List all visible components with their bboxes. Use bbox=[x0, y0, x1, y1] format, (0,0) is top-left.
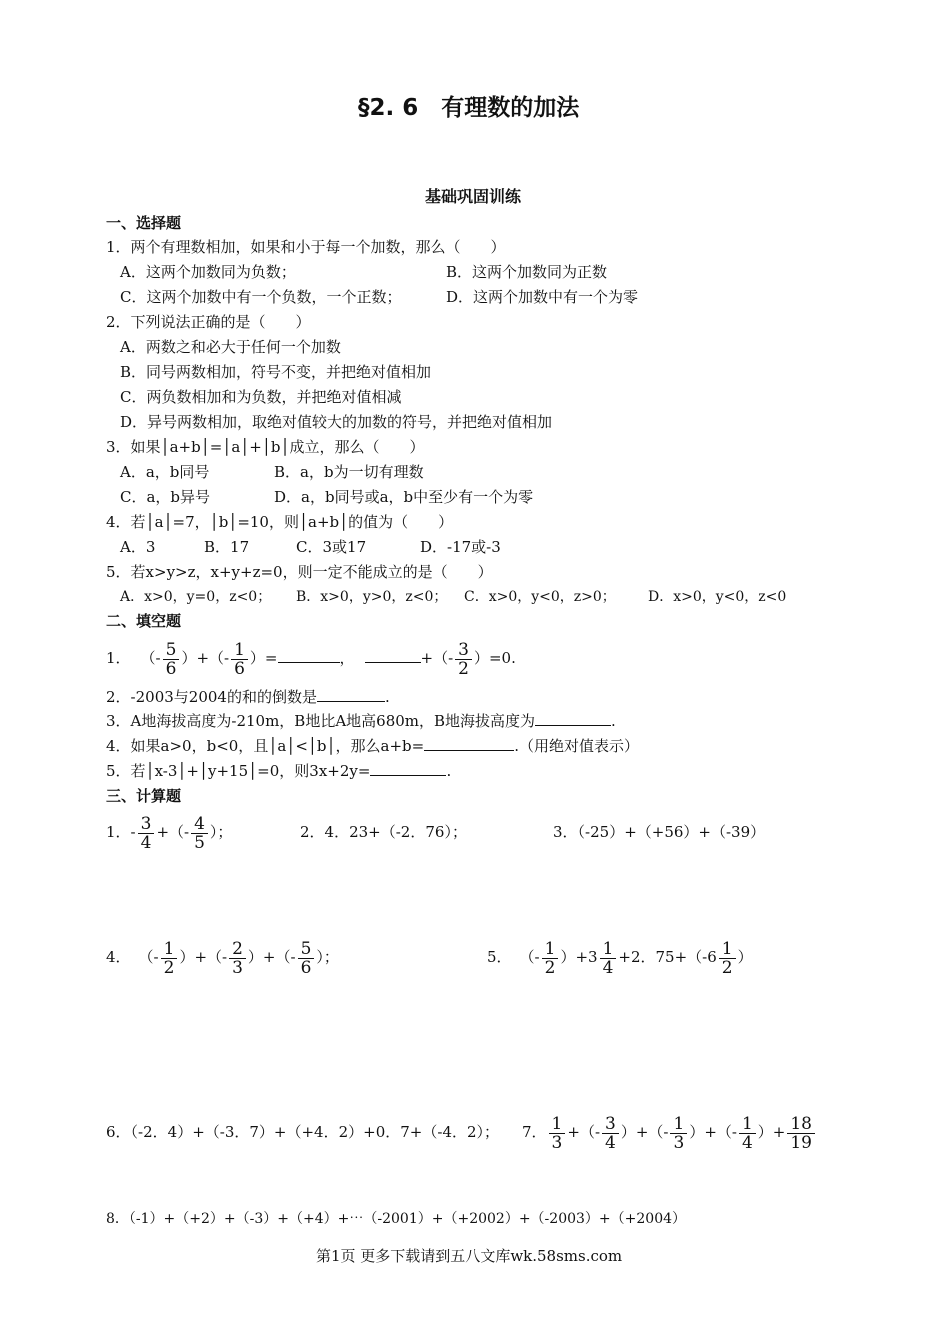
fraction bbox=[229, 940, 246, 977]
fraction-denominator: 19 bbox=[790, 1132, 812, 1153]
fill-q1-text: ）= bbox=[249, 649, 278, 667]
fraction bbox=[191, 815, 208, 852]
fraction-numerator: 5 bbox=[163, 641, 180, 660]
fraction-numerator: 3 bbox=[138, 815, 155, 834]
fill-q4-text: 4．如果a>0，b<0，且│a│<│b│，那么a+b= bbox=[106, 737, 425, 755]
fill-q1-text: ）+（- bbox=[181, 649, 230, 667]
choice-q4-option-d: D．-17或-3 bbox=[420, 538, 501, 556]
fill-q2-text: 2．-2003与2004的和的倒数是 bbox=[106, 688, 317, 706]
fraction-denominator: 6 bbox=[234, 658, 245, 679]
fraction-denominator: 2 bbox=[458, 658, 469, 679]
calc-q4 bbox=[106, 935, 339, 979]
fraction-denominator: 2 bbox=[544, 957, 556, 978]
choice-q4-option-a: A．3 bbox=[120, 538, 156, 556]
fill-q1-num: 1． bbox=[106, 649, 131, 667]
section-heading-fill: 二、填空题 bbox=[106, 612, 182, 630]
fill-q1-text: ， bbox=[339, 649, 355, 667]
answer-blank[interactable] bbox=[370, 761, 446, 776]
choice-q3-option-a: A．a，b同号 bbox=[120, 463, 210, 481]
fill-q3-end: . bbox=[611, 712, 616, 730]
fraction-numerator: 1 bbox=[600, 940, 617, 959]
calc-q7-text: ）+（- bbox=[620, 1123, 669, 1141]
calc-q4-num: 4． bbox=[106, 948, 131, 966]
choice-q2-option-a: A．两数之和必大于任何一个加数 bbox=[120, 338, 341, 356]
choice-q5-option-a: A．x>0，y=0，z<0； bbox=[120, 589, 272, 605]
calc-q7-text: +（- bbox=[567, 1123, 601, 1141]
fraction-denominator: 3 bbox=[673, 1132, 685, 1153]
fill-q1-text: +（- bbox=[420, 649, 454, 667]
fill-q5-end: . bbox=[446, 762, 452, 780]
fraction bbox=[600, 940, 617, 977]
calc-q7-num: 7． bbox=[522, 1123, 547, 1141]
fill-q2-end: . bbox=[384, 688, 390, 706]
fraction-numerator: 4 bbox=[191, 815, 208, 834]
calc-q4-text: ）； bbox=[316, 948, 339, 966]
choice-q5-stem: 5．若x>y>z，x+y+z=0，则一定不能成立的是（ ） bbox=[106, 563, 493, 581]
choice-q2-option-d: D．异号两数相加，取绝对值较大的加数的符号，并把绝对值相加 bbox=[120, 413, 553, 431]
choice-q3-option-d: D．a，b同号或a，b中至少有一个为零 bbox=[274, 488, 534, 506]
fill-q4 bbox=[106, 736, 639, 756]
calc-q5-text: ）+3 bbox=[560, 948, 598, 966]
section-subtitle: 基础巩固训练 bbox=[425, 187, 522, 206]
fraction-denominator: 3 bbox=[232, 957, 243, 978]
fraction-numerator: 1 bbox=[739, 1115, 756, 1134]
fraction-numerator: 3 bbox=[602, 1115, 619, 1134]
calc-q5-text: +2．75+（-6 bbox=[618, 948, 717, 966]
answer-blank[interactable] bbox=[365, 648, 421, 663]
fill-q5 bbox=[106, 761, 451, 781]
calc-q7-text: ）+ bbox=[757, 1123, 786, 1141]
calc-q1-text: +（- bbox=[156, 823, 190, 841]
fraction bbox=[163, 641, 180, 678]
choice-q1-option-d: D．这两个加数中有一个为零 bbox=[446, 288, 639, 306]
calc-q5-num: 5． bbox=[487, 948, 512, 966]
calc-q5-text: ） bbox=[737, 948, 753, 966]
answer-blank[interactable] bbox=[424, 736, 514, 751]
choice-q2-option-b: B．同号两数相加，符号不变，并把绝对值相加 bbox=[120, 363, 432, 381]
fraction-numerator: 1 bbox=[670, 1115, 687, 1134]
fraction bbox=[719, 940, 736, 977]
fill-q2 bbox=[106, 687, 390, 707]
calc-q5 bbox=[487, 935, 753, 979]
calc-q5-text: （- bbox=[519, 948, 540, 966]
calc-q4-text: ）+（- bbox=[247, 948, 296, 966]
choice-q4-option-b: B．17 bbox=[204, 538, 250, 556]
fraction-numerator: 3 bbox=[455, 641, 472, 660]
fill-q1-text: ）=0. bbox=[473, 649, 516, 667]
choice-q4-stem: 4．若│a│=7，│b│=10，则│a+b│的值为（ ） bbox=[106, 513, 454, 531]
fraction bbox=[455, 641, 472, 678]
fraction bbox=[161, 940, 178, 977]
fraction-denominator: 3 bbox=[551, 1132, 563, 1153]
fraction-denominator: 4 bbox=[602, 957, 614, 978]
answer-blank[interactable] bbox=[535, 711, 611, 726]
fraction-denominator: 2 bbox=[721, 957, 733, 978]
fraction bbox=[231, 641, 248, 678]
fraction bbox=[549, 1115, 566, 1152]
page-footer: 第1页 更多下载请到五八文库wk.58sms.com bbox=[316, 1247, 623, 1265]
fraction-numerator: 2 bbox=[229, 940, 246, 959]
fill-q3 bbox=[106, 711, 616, 731]
choice-q1-option-b: B．这两个加数同为正数 bbox=[446, 263, 608, 281]
fraction-numerator: 1 bbox=[549, 1115, 566, 1134]
fill-q1-text: （- bbox=[140, 649, 161, 667]
fraction-denominator: 4 bbox=[741, 1132, 753, 1153]
fraction bbox=[602, 1115, 619, 1152]
fraction-numerator: 5 bbox=[298, 940, 315, 959]
calc-q7 bbox=[522, 1110, 817, 1154]
choice-q5-option-d: D．x>0，y<0，z<0 bbox=[648, 589, 787, 605]
calc-q1-num: 1． bbox=[106, 823, 131, 841]
fraction-denominator: 4 bbox=[140, 832, 152, 853]
section-heading-calc: 三、计算题 bbox=[106, 787, 182, 805]
choice-q1-option-c: C．这两个加数中有一个负数，一个正数； bbox=[120, 288, 402, 306]
calc-q1 bbox=[106, 810, 232, 854]
fraction bbox=[542, 940, 559, 977]
choice-q5-option-b: B．x>0，y>0，z<0； bbox=[296, 589, 448, 605]
calc-q1-text: ）； bbox=[209, 823, 233, 841]
choice-q3-stem: 3．如果│a+b│=│a│+│b│成立，那么（ ） bbox=[106, 438, 425, 456]
fraction bbox=[670, 1115, 687, 1152]
choice-q3-option-b: B．a，b为一切有理数 bbox=[274, 463, 424, 481]
answer-blank[interactable] bbox=[278, 648, 340, 663]
fraction bbox=[787, 1115, 815, 1152]
calc-q6: 6．（-2．4）+（-3．7）+（+4．2）+0．7+（-4．2）； bbox=[106, 1123, 500, 1141]
fraction-numerator: 1 bbox=[161, 940, 178, 959]
choice-q4-option-c: C．3或17 bbox=[296, 538, 367, 556]
calc-q4-text: ）+（- bbox=[179, 948, 228, 966]
choice-q2-option-c: C．两负数相加和为负数，并把绝对值相减 bbox=[120, 388, 402, 406]
fill-q3-text: 3．A地海拔高度为-210m，B地比A地高680m，B地海拔高度为 bbox=[106, 712, 536, 730]
fraction-numerator: 18 bbox=[787, 1115, 815, 1134]
fraction-denominator: 6 bbox=[300, 957, 312, 978]
calc-q1-text: - bbox=[130, 823, 136, 841]
fill-q4-end: .（用绝对值表示） bbox=[514, 737, 640, 755]
choice-q1-stem: 1．两个有理数相加，如果和小于每一个加数，那么（ ） bbox=[106, 238, 506, 256]
choice-q5-option-c: C．x>0，y<0，z>0； bbox=[464, 589, 616, 605]
choice-q1-option-a: A．这两个加数同为负数； bbox=[120, 263, 296, 281]
fraction bbox=[138, 815, 155, 852]
calc-q8: 8．（-1）+（+2）+（-3）+（+4）+⋯（-2001）+（+2002）+（-2003）+（+2004） bbox=[106, 1211, 687, 1227]
fill-q5-text: 5．若│x-3│+│y+15│=0，则3x+2y= bbox=[106, 762, 371, 780]
fraction bbox=[739, 1115, 756, 1152]
calc-q3: 3．（-25）+（+56）+（-39） bbox=[553, 823, 766, 841]
calc-q2: 2．4．23+（-2．76）； bbox=[300, 823, 467, 841]
fraction-numerator: 1 bbox=[231, 641, 248, 660]
answer-blank[interactable] bbox=[317, 687, 385, 702]
fraction-denominator: 2 bbox=[163, 957, 175, 978]
fraction-numerator: 1 bbox=[542, 940, 559, 959]
choice-q3-option-c: C．a，b异号 bbox=[120, 488, 211, 506]
choice-q2-stem: 2．下列说法正确的是（ ） bbox=[106, 313, 311, 331]
fraction bbox=[298, 940, 315, 977]
fraction-denominator: 6 bbox=[165, 658, 177, 679]
page-title: §2. 6 有理数的加法 bbox=[358, 95, 580, 121]
fill-q1 bbox=[106, 636, 516, 680]
calc-q4-text: （- bbox=[138, 948, 159, 966]
calc-q7-text: ）+（- bbox=[689, 1123, 737, 1141]
fraction-denominator: 4 bbox=[605, 1132, 616, 1153]
fraction-numerator: 1 bbox=[719, 940, 736, 959]
section-heading-choice: 一、选择题 bbox=[106, 214, 182, 232]
fraction-denominator: 5 bbox=[194, 832, 205, 853]
